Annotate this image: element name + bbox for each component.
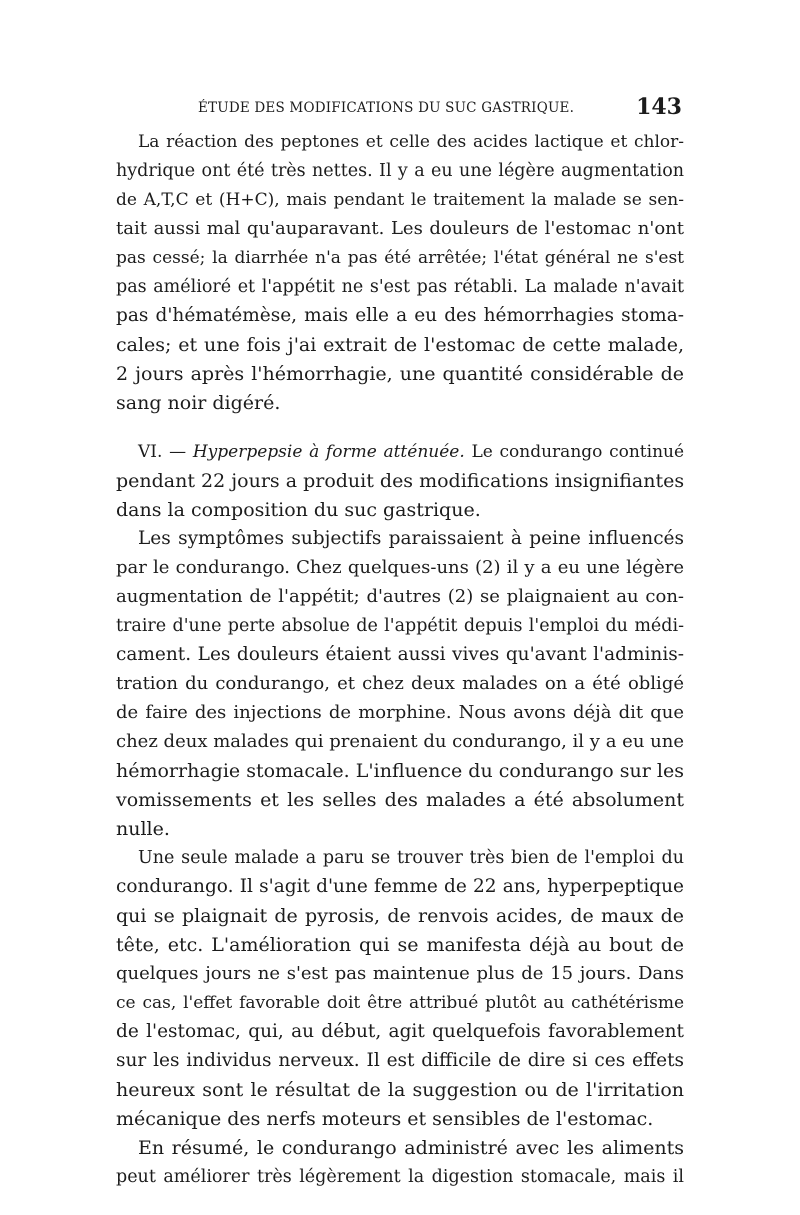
text-line: chez deux malades qui prenaient du condurango, il y a eu une xyxy=(116,731,684,752)
text-line: de l'estomac, qui, au début, agit quelquefois favorablement xyxy=(116,1021,684,1042)
text-line: mécanique des nerfs moteurs et sensibles de l'estomac. xyxy=(116,1108,654,1130)
text-line: heureux sont le résultat de la suggestion ou de l'irritation xyxy=(116,1079,684,1101)
text-line: condurango. Il s'agit d'une femme de 22 ans, hyperpeptique xyxy=(116,876,684,897)
text-line: dans la composition du suc gastrique. xyxy=(116,499,481,521)
text-line: augmentation de l'appétit; d'autres (2) se plaignaient au con- xyxy=(116,586,684,607)
text-line: sang noir digéré. xyxy=(116,392,281,414)
text-line: pas cessé; la diarrhée n'a pas été arrêtée; l'état général ne s'est xyxy=(116,248,684,268)
section-title: Hyperpepsie à forme atténuée. xyxy=(192,442,465,462)
text-line: pendant 22 jours a produit des modifications insignifiantes xyxy=(116,470,685,492)
text-line: En résumé, le condurango administré avec les aliments xyxy=(138,1137,684,1159)
text-line: qui se plaignait de pyrosis, de renvois acides, de maux de xyxy=(116,905,684,927)
text-line: vomissements et les selles des malades a été absolument xyxy=(116,789,684,811)
text-line: hydrique ont été très nettes. Il y a eu une légère augmentation xyxy=(116,161,684,181)
text-line: quelques jours ne s'est pas maintenue plus de 15 jours. Dans xyxy=(116,963,684,984)
text-line: cales; et une fois j'ai extrait de l'estomac de cette malade, xyxy=(116,334,684,356)
section-first-line-text: Le condurango continué xyxy=(471,442,685,462)
text-line: traire d'une perte absolue de l'appétit depuis l'emploi du médi- xyxy=(116,616,684,636)
text-line: Les symptômes subjectifs paraissaient à peine influencés xyxy=(138,528,684,549)
text-line: nulle. xyxy=(116,818,170,840)
text-line: tête, etc. L'amélioration qui se manifesta déjà au bout de xyxy=(116,934,684,956)
text-line: Une seule malade a paru se trouver très bien de l'emploi du xyxy=(138,848,684,868)
text-line: de A,T,C et (H+C), mais pendant le traitement la malade se sen- xyxy=(116,190,684,210)
text-line: tration du condurango, et chez deux malades on a été obligé xyxy=(116,673,684,694)
text-line: hémorrhagie stomacale. L'influence du condurango sur les xyxy=(116,760,684,782)
running-head xyxy=(198,92,698,122)
text-line: 2 jours après l'hémorrhagie, une quantité considérable de xyxy=(116,363,684,385)
section-number: VI. — xyxy=(138,442,187,462)
text-line: peut améliorer très légèrement la digestion stomacale, mais il xyxy=(116,1167,684,1187)
text-line: par le condurango. Chez quelques-uns (2) il y a eu une légère xyxy=(116,557,684,578)
text-line: pas amélioré et l'appétit ne s'est pas rétabli. La malade n'avait xyxy=(116,277,684,297)
text-line: ce cas, l'effet favorable doit être attribué plutôt au cathétérisme xyxy=(116,993,684,1013)
text-line: pas d'hématémèse, mais elle a eu des hémorrhagies stoma- xyxy=(116,305,684,326)
text-line: tait aussi mal qu'auparavant. Les douleurs de l'estomac n'ont xyxy=(116,218,684,239)
text-line: cament. Les douleurs étaient aussi vives qu'avant l'adminis- xyxy=(116,644,684,665)
page-number: 143 xyxy=(636,94,682,120)
running-title: ÉTUDE DES MODIFICATIONS DU SUC GASTRIQUE. xyxy=(198,100,575,116)
text-line: La réaction des peptones et celle des acides lactique et chlor- xyxy=(138,132,684,152)
text-line: de faire des injections de morphine. Nous avons déjà dit que xyxy=(116,702,684,723)
text-line: sur les individus nerveux. Il est difficile de dire si ces effets xyxy=(116,1050,684,1071)
section-heading-line xyxy=(138,437,684,467)
